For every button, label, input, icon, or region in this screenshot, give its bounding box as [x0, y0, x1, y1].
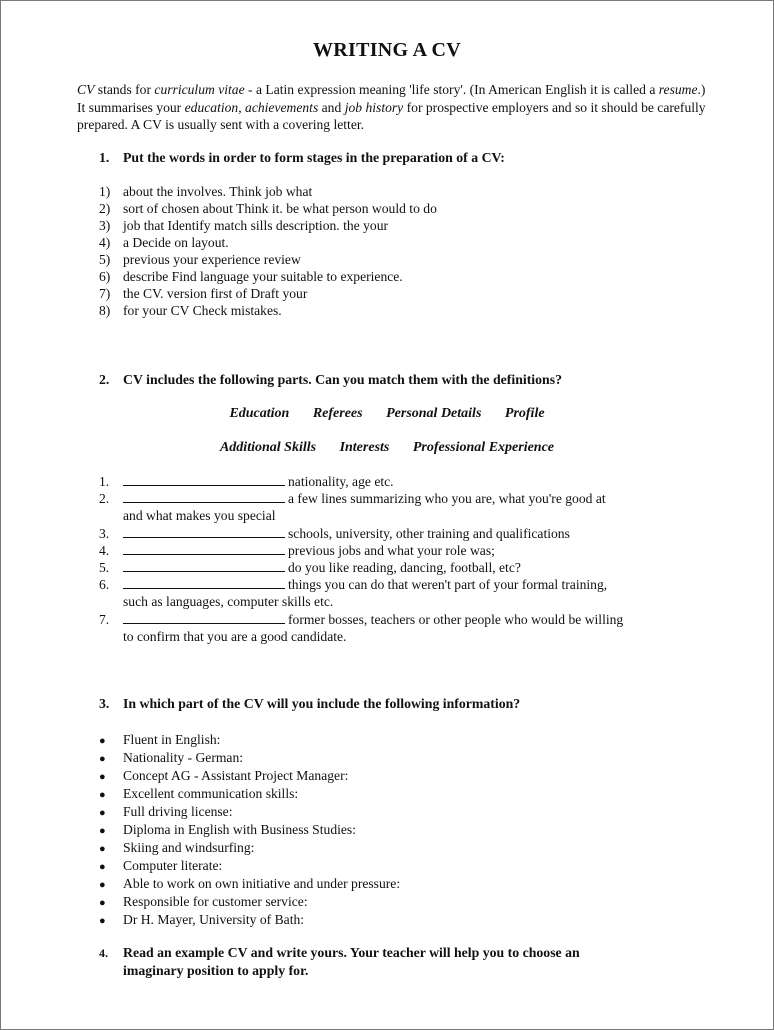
- list-item: [99, 285, 437, 302]
- bullet-icon: ●: [99, 897, 106, 909]
- item-number: 5): [99, 252, 111, 267]
- intro-text: CV: [77, 82, 95, 97]
- list-item: [99, 821, 400, 839]
- cv-part-term: Professional Experience: [412, 440, 555, 455]
- definition-text: things you can do that weren't part of your formal training,: [288, 577, 608, 593]
- cv-part-term: Interests: [339, 440, 390, 455]
- item-text: Skiing and windsurfing:: [123, 840, 255, 855]
- question-text-continuation: imaginary position to apply for.: [123, 963, 309, 978]
- item-text: for your CV Check mistakes.: [123, 303, 282, 318]
- item-text: Excellent communication skills:: [123, 786, 299, 801]
- cv-part-term: Personal Details: [386, 406, 482, 421]
- item-text: Nationality - German:: [123, 750, 244, 765]
- page-title: WRITING A CV: [312, 39, 462, 61]
- cv-part-term: Additional Skills: [219, 440, 317, 455]
- item-number: 1.: [99, 474, 110, 489]
- item-text: Diploma in English with Business Studies:: [123, 822, 356, 837]
- list-item: [99, 200, 437, 217]
- item-text: Able to work on own initiative and under pressure:: [123, 876, 401, 891]
- item-text: the CV. version first of Draft your: [123, 286, 308, 301]
- item-number: 3): [99, 218, 111, 233]
- item-number: 1): [99, 184, 111, 199]
- intro-text: education: [184, 99, 239, 115]
- item-number: 5.: [99, 560, 110, 576]
- list-item: [99, 803, 400, 821]
- definition-item: [99, 490, 709, 524]
- definition-text: nationality, age etc.: [288, 474, 394, 489]
- item-number: 2.: [99, 491, 110, 507]
- cv-parts-row-1: [1, 406, 773, 422]
- item-text: a Decide on layout.: [123, 235, 229, 250]
- definition-text: a few lines summarizing who you are, what you're good at: [288, 491, 606, 507]
- question-1-heading: [99, 150, 505, 166]
- bullet-icon: ●: [99, 825, 106, 837]
- question-2-heading: [99, 372, 562, 388]
- question-number: 3.: [99, 696, 110, 711]
- intro-paragraph: [77, 81, 717, 134]
- definition-continuation: such as languages, computer skills etc.: [123, 594, 334, 610]
- intro-text: for prospective employers and so it should be carefully prepared. A CV is usually sent with a covering letter.: [77, 99, 706, 132]
- definition-continuation: to confirm that you are a good candidate.: [123, 628, 347, 644]
- item-number: 3.: [99, 525, 110, 541]
- item-text: Responsible for customer service:: [123, 894, 308, 909]
- cv-part-term: Profile: [504, 406, 545, 421]
- definitions-list: [99, 473, 709, 645]
- bullet-icon: ●: [99, 915, 106, 927]
- list-item: [99, 183, 437, 200]
- item-number: 6.: [99, 577, 110, 593]
- definition-text: do you like reading, dancing, football, etc?: [288, 560, 521, 576]
- cv-part-term: Referees: [312, 406, 363, 421]
- definition-text: schools, university, other training and qualifications: [288, 525, 570, 541]
- list-item: [99, 251, 437, 268]
- intro-text: achievements: [245, 99, 319, 115]
- answer-blank[interactable]: [123, 490, 285, 503]
- item-number: 2): [99, 201, 111, 216]
- item-number: 4.: [99, 542, 110, 558]
- bullet-icon: ●: [99, 807, 106, 819]
- bullet-icon: ●: [99, 735, 106, 747]
- list-item: [99, 875, 400, 893]
- information-list: [99, 731, 400, 929]
- definition-continuation: and what makes you special: [123, 508, 276, 524]
- list-item: [99, 302, 437, 319]
- cv-part-term: Education: [229, 406, 290, 421]
- list-item: [99, 785, 400, 803]
- definition-item: [99, 473, 709, 490]
- scrambled-stages-list: [99, 183, 437, 319]
- list-item: [99, 749, 400, 767]
- bullet-icon: ●: [99, 861, 106, 873]
- item-number: 7.: [99, 611, 110, 627]
- definition-text: former bosses, teachers or other people who would be willing: [288, 611, 624, 627]
- definition-item: [99, 542, 709, 559]
- list-item: [99, 767, 400, 785]
- bullet-icon: ●: [99, 843, 106, 855]
- item-number: 4): [99, 235, 111, 250]
- definition-item: [99, 559, 709, 576]
- question-text: In which part of the CV will you include the following information?: [123, 696, 521, 711]
- bullet-icon: ●: [99, 879, 106, 891]
- item-text: Concept AG - Assistant Project Manager:: [123, 768, 349, 783]
- list-item: [99, 911, 400, 929]
- item-text: Fluent in English:: [123, 732, 221, 747]
- list-item: [99, 217, 437, 234]
- question-number: 2.: [99, 372, 110, 387]
- item-text: about the involves. Think job what: [123, 184, 313, 199]
- item-number: 8): [99, 303, 111, 318]
- bullet-icon: ●: [99, 789, 106, 801]
- item-text: previous your experience review: [123, 252, 301, 267]
- question-3-heading: [99, 696, 520, 712]
- item-text: Full driving license:: [123, 804, 233, 819]
- list-item: [99, 893, 400, 911]
- intro-text: - a Latin expression meaning 'life story'. (In American English it is called a: [244, 82, 659, 97]
- answer-blank[interactable]: [123, 542, 285, 555]
- bullet-icon: ●: [99, 753, 106, 765]
- item-text: Computer literate:: [123, 858, 223, 873]
- intro-text: .) It summarises your: [77, 82, 706, 115]
- answer-blank[interactable]: [123, 525, 285, 538]
- list-item: [99, 234, 437, 251]
- item-text: Dr H. Mayer, University of Bath:: [123, 912, 305, 927]
- answer-blank[interactable]: [123, 611, 285, 624]
- bullet-icon: ●: [99, 771, 106, 783]
- item-text: job that Identify match sills description. the your: [123, 218, 389, 233]
- question-text: Read an example CV and write yours. Your teacher will help you to choose an: [123, 945, 580, 960]
- item-text: sort of chosen about Think it. be what person would to do: [123, 201, 437, 216]
- definition-item: [99, 611, 709, 645]
- intro-text: resume: [658, 82, 698, 97]
- definition-item: [99, 525, 709, 542]
- question-text: Put the words in order to form stages in the preparation of a CV:: [123, 150, 505, 165]
- item-number: 7): [99, 286, 111, 301]
- answer-blank[interactable]: [123, 559, 285, 572]
- list-item: [99, 839, 400, 857]
- question-4: [99, 944, 699, 980]
- answer-blank[interactable]: [123, 473, 285, 486]
- intro-text: and: [318, 99, 345, 115]
- list-item: [99, 731, 400, 749]
- answer-blank[interactable]: [123, 576, 285, 589]
- definition-text: previous jobs and what your role was;: [288, 542, 495, 558]
- item-number: 6): [99, 269, 111, 284]
- list-item: [99, 268, 437, 285]
- question-number: 1.: [99, 150, 110, 165]
- intro-text: stands for: [94, 82, 155, 97]
- intro-text: ,: [238, 99, 246, 115]
- intro-text: job history: [344, 99, 404, 115]
- intro-text: curriculum vitae: [154, 82, 245, 97]
- question-number: 4.: [99, 946, 108, 960]
- item-text: describe Find language your suitable to experience.: [123, 269, 403, 284]
- cv-parts-row-2: [1, 440, 773, 456]
- definition-item: [99, 576, 709, 610]
- question-text: CV includes the following parts. Can you match them with the definitions?: [123, 372, 562, 387]
- list-item: [99, 857, 400, 875]
